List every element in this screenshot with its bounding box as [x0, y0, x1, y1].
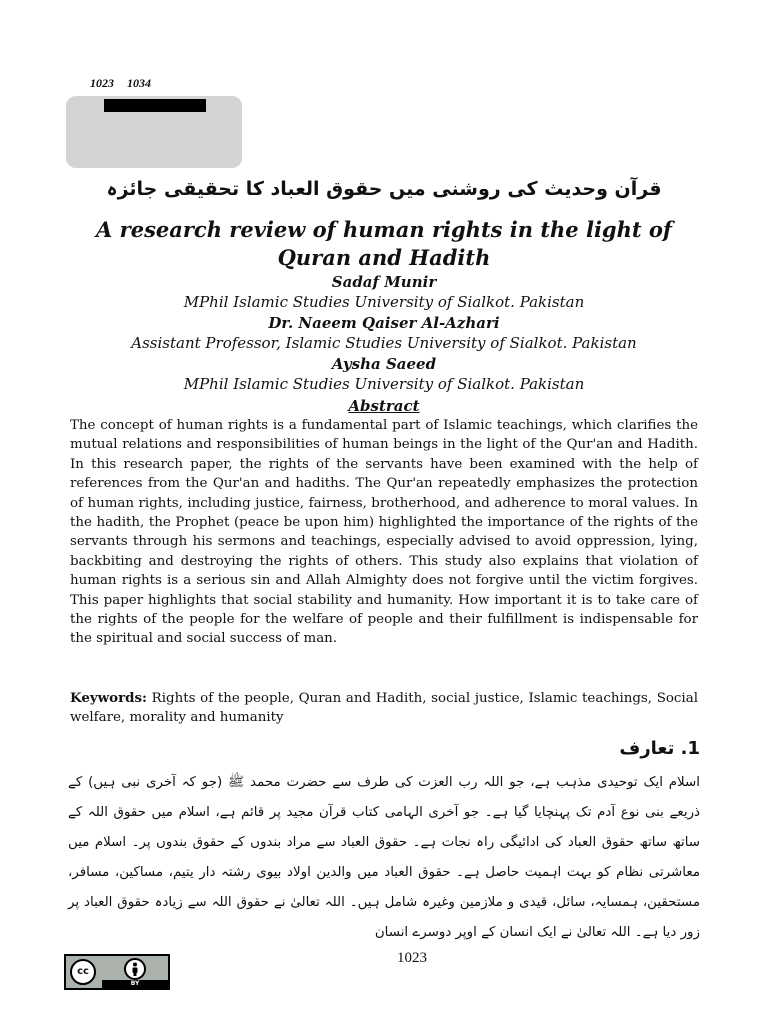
author-name: Sadaf Munir — [331, 273, 437, 291]
author-affiliation: MPhil Islamic Studies University of Sialkot. Pakistan — [183, 293, 585, 311]
page-number: 1023 — [397, 950, 427, 966]
page-range-end: 1034 — [127, 76, 151, 90]
author-name: Aysha Saeed — [331, 355, 437, 373]
author-name: Dr. Naeem Qaiser Al-Azhari — [268, 314, 500, 332]
abstract-body: The concept of human rights is a fundamental part of Islamic teachings, which clarifies the mutual relations and responsibilities of human beings in the light of the Qur'an and Hadith. In this research paper, the rights of the servants have been examined with the help of references from the Qur'an and hadiths. The Qur'an repeatedly emphasizes the protection of human rights, including justice, fairness, brotherhood, and adherence to moral values. In the hadith, the Prophet (peace be upon him) highlighted the importance of the rights of the servants through his sermons and teachings, especially advised to avoid oppression, lying, backbiting and destroying the rights of others. This study also explains that violation of human rights is a serious sin and Allah Almighty does not forgive until the victim forgives. This paper highlights that social stability and humanity. How important it is to take care of the rights of the people for the welfare of people and their fulfillment is indispensable for the spiritual and social success of man. — [70, 418, 698, 647]
introduction-body: اسلام ایک توحیدی مذہب ہے، جو اللہ رب العزت کی طرف سے حضرت محمد ﷺ (جو کہ آخری نبی ہیں) کے ذریعے بنی نوع آدم تک پہنچایا گیا ہے۔ جو آخری الہامی کتاب قرآن مجید پر قائم ہے، اسلام میں حقوق اللہ کے ساتھ ساتھ حقوق العباد کی ادائیگی راہ نجات ہے۔ حقوق العباد سے مراد بندوں کے حقوق بندوں پر۔ اسلام میں معاشرتی نظام کو بہت اہمیت حاصل ہے۔ حقوق العباد میں والدین اولاد بیوی رشتہ دار یتیم، مساکین، مسافر، مستحقین، ہمسایہ، سائل، قیدی و ملازمین وغیرہ شامل ہیں۔ اللہ تعالیٰ نے حقوق اللہ سے زیادہ حقوق العباد پر زور دیا ہے۔ اللہ تعالیٰ نے ایک انسان کے اوپر دوسرے انسان — [68, 775, 700, 940]
author-affiliation: Assistant Professor, Islamic Studies University of Sialkot. Pakistan — [131, 334, 637, 352]
keywords-list: Rights of the people, Quran and Hadith, social justice, Islamic teachings, Social welfare, morality and humanity — [70, 691, 698, 726]
keywords-label: Keywords: — [70, 690, 148, 706]
by-label: BY — [102, 980, 168, 988]
section-heading-introduction: 1. تعارف — [619, 738, 700, 759]
page-range-start: 1023 — [90, 76, 114, 90]
abstract-heading: Abstract — [348, 397, 420, 415]
urdu-title: قرآن وحدیث کی روشنی میں حقوق العباد کا تحقیقی جائزہ — [106, 178, 662, 200]
redacted-journal-name — [104, 99, 206, 112]
page-range — [90, 76, 151, 91]
author-affiliation: MPhil Islamic Studies University of Sialkot. Pakistan — [183, 375, 585, 393]
keywords-paragraph — [70, 689, 698, 728]
author-list — [60, 272, 708, 395]
english-title: A research review of human rights in the light of Quran and Hadith — [96, 217, 672, 270]
cc-icon: cc — [70, 959, 96, 985]
journal-logo-box — [66, 96, 242, 168]
